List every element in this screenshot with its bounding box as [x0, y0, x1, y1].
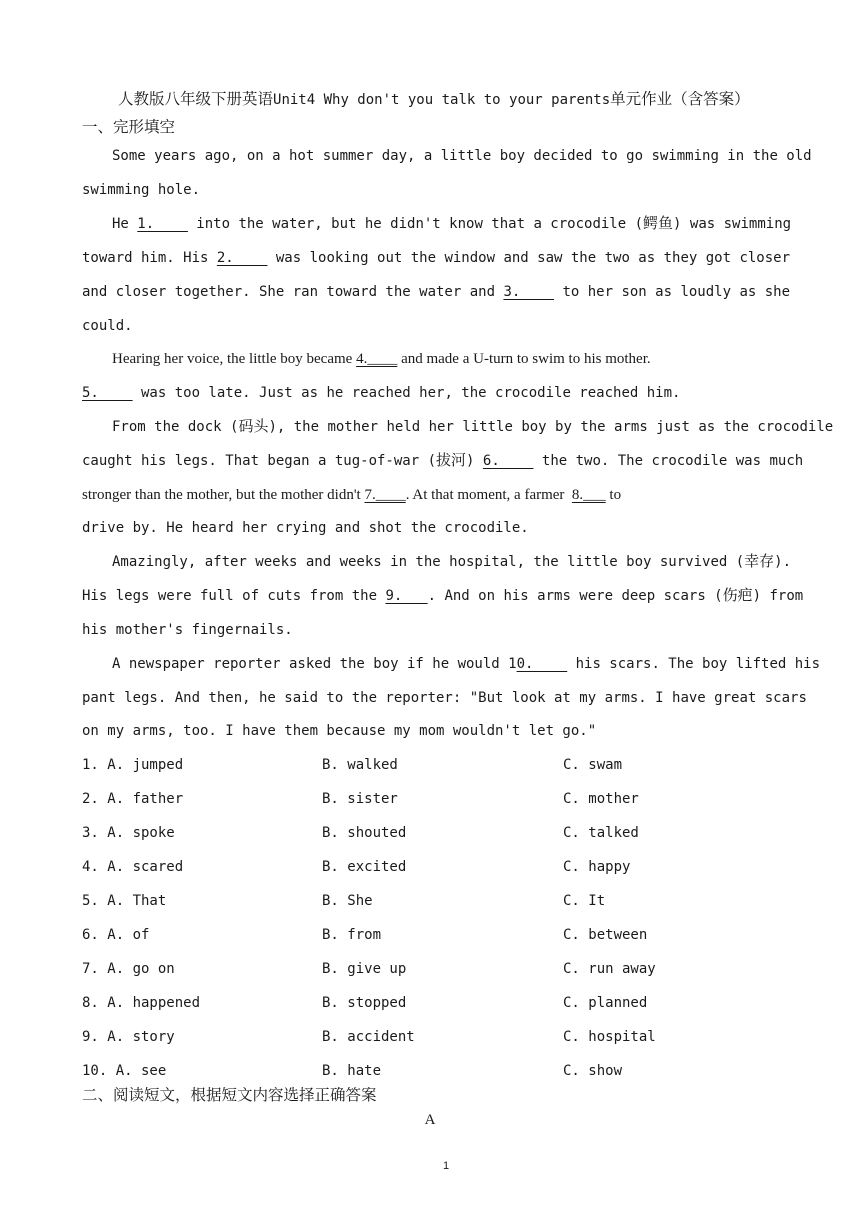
passage-line: and closer together. She ran toward the water and 3.____ to her son as loudly as she [82, 284, 791, 300]
blank-10: 0.____ [516, 656, 568, 672]
option-6-b: B. from [322, 927, 382, 943]
title-cn-prefix: 人教版八年级下册英语 [118, 91, 274, 108]
blank-7: 7.____ [364, 487, 406, 503]
passage-line: stronger than the mother, but the mother didn't 7.____. At that moment, a farmer 8.___ to [82, 487, 622, 503]
blank-4: 4.____ [356, 351, 398, 367]
option-2-num: 2. A. father [82, 791, 184, 807]
section2-heading: 二、阅读短文，根据短文内容选择正确答案 [82, 1087, 377, 1104]
passage-line: Hearing her voice, the little boy became 4.____ and made a U-turn to swim to his mother. [112, 351, 651, 367]
option-5-num: 5. A. That [82, 893, 167, 909]
blank-9: 9.___ [385, 588, 428, 604]
option-8-b: B. stopped [322, 995, 407, 1011]
passage-line: He 1.____ into the water, but he didn't know that a crocodile (鳄鱼) was swimming [112, 216, 792, 232]
passage-line: Some years ago, on a hot summer day, a little boy decided to go swimming in the old [112, 148, 812, 164]
title-cn-suffix: 单元作业（含答案） [610, 91, 750, 108]
option-1-b: B. walked [322, 757, 398, 773]
option-3-b: B. shouted [322, 825, 407, 841]
document-title [118, 90, 750, 110]
option-9-b: B. accident [322, 1029, 415, 1045]
option-7-c: C. run away [563, 961, 656, 977]
option-4-num: 4. A. scared [82, 859, 184, 875]
passage-line: 5.____ was too late. Just as he reached her, the crocodile reached him. [82, 385, 681, 401]
blank-8: 8.___ [571, 487, 606, 503]
passage-line: toward him. His 2.____ was looking out the window and saw the two as they got closer [82, 250, 791, 266]
option-5-c: C. It [563, 893, 606, 909]
section1-heading: 一、完形填空 [82, 119, 176, 136]
option-8-num: 8. A. happened [82, 995, 201, 1011]
passage-line: could. [82, 318, 133, 334]
blank-3: 3.____ [503, 284, 555, 300]
option-3-num: 3. A. spoke [82, 825, 175, 841]
option-10-c: C. show [563, 1063, 623, 1079]
option-3-c: C. talked [563, 825, 639, 841]
passage-line: A newspaper reporter asked the boy if he would 10.____ his scars. The boy lifted his [112, 656, 821, 672]
option-10-num: 10. A. see [82, 1063, 167, 1079]
blank-5: 5.____ [82, 385, 133, 401]
passage-label-a: A [424, 1112, 436, 1128]
option-6-c: C. between [563, 927, 648, 943]
passage-line: From the dock (码头), the mother held her little boy by the arms just as the crocodile [112, 419, 834, 435]
title-en: Unit4 Why don't you talk to your parents [273, 92, 611, 108]
page-number: 1 [442, 1160, 450, 1172]
option-7-num: 7. A. go on [82, 961, 175, 977]
option-7-b: B. give up [322, 961, 407, 977]
option-4-b: B. excited [322, 859, 407, 875]
passage-line: drive by. He heard her crying and shot the crocodile. [82, 520, 529, 536]
option-5-b: B. She [322, 893, 373, 909]
option-1-num: 1. A. jumped [82, 757, 184, 773]
blank-2: 2.____ [216, 250, 268, 266]
option-1-c: C. swam [563, 757, 623, 773]
passage-line: his mother's fingernails. [82, 622, 293, 638]
passage-line: caught his legs. That began a tug-of-war (拔河) 6.____ the two. The crocodile was much [82, 453, 804, 469]
option-8-c: C. planned [563, 995, 648, 1011]
passage-line: His legs were full of cuts from the 9.___. And on his arms were deep scars (伤疤) from [82, 588, 804, 604]
option-10-b: B. hate [322, 1063, 382, 1079]
option-2-b: B. sister [322, 791, 398, 807]
passage-line: on my arms, too. I have them because my mom wouldn't let go." [82, 723, 597, 739]
option-2-c: C. mother [563, 791, 639, 807]
blank-1: 1.____ [137, 216, 188, 232]
passage-line: Amazingly, after weeks and weeks in the hospital, the little boy survived (幸存). [112, 554, 792, 570]
passage-line: swimming hole. [82, 182, 201, 198]
option-4-c: C. happy [563, 859, 631, 875]
blank-6: 6.____ [482, 453, 534, 469]
option-6-num: 6. A. of [82, 927, 150, 943]
option-9-c: C. hospital [563, 1029, 656, 1045]
option-9-num: 9. A. story [82, 1029, 175, 1045]
passage-line: pant legs. And then, he said to the reporter: "But look at my arms. I have great scars [82, 690, 807, 706]
